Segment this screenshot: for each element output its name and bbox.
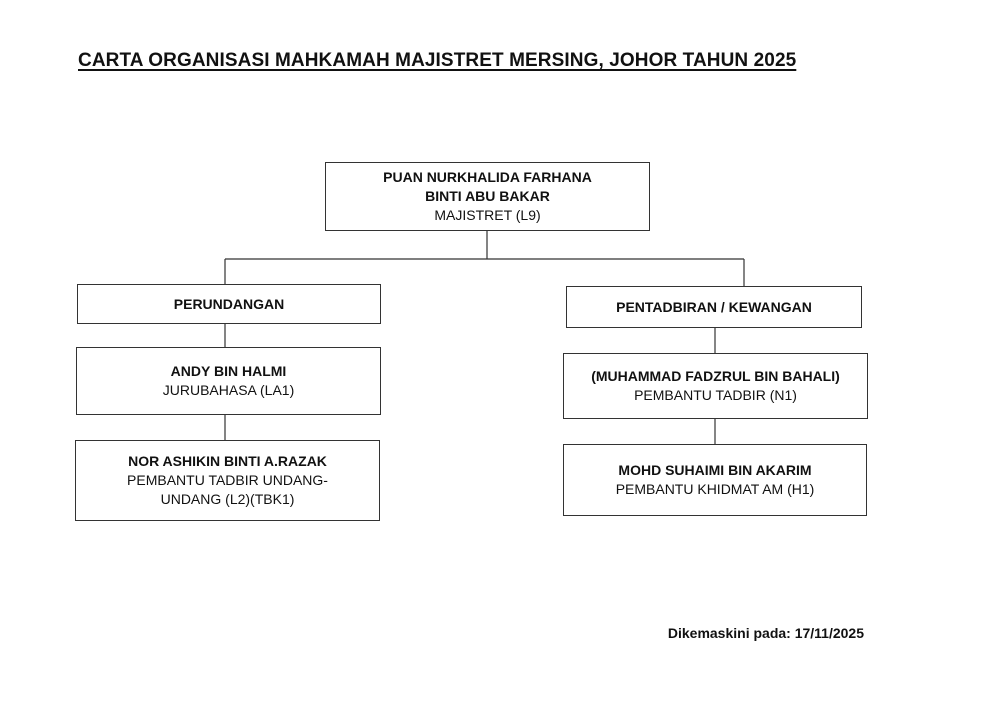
staff-box-left-1 xyxy=(76,347,381,415)
head-name: PUAN NURKHALIDA FARHANA BINTI ABU BAKAR xyxy=(383,169,592,204)
section-label-perundangan: PERUNDANGAN xyxy=(173,295,285,312)
last-updated-text: Dikemaskini pada: 17/11/2025 xyxy=(667,625,864,641)
staff-role: PEMBANTU KHIDMAT AM (H1) xyxy=(615,481,815,497)
staff-role: JURUBAHASA (LA1) xyxy=(162,382,295,398)
section-box-pentadbiran xyxy=(566,286,862,328)
head-box xyxy=(325,162,650,231)
staff-box-right-2 xyxy=(563,444,867,516)
staff-role: PEMBANTU TADBIR UNDANG-UNDANG (L2)(TBK1) xyxy=(127,472,328,507)
head-role: MAJISTRET (L9) xyxy=(434,207,541,223)
staff-box-right-1 xyxy=(563,353,868,419)
section-label-pentadbiran: PENTADBIRAN / KEWANGAN xyxy=(616,298,812,315)
chart-title: CARTA ORGANISASI MAHKAMAH MAJISTRET MERSING, JOHOR TAHUN 2025 xyxy=(78,50,797,71)
staff-name: (MUHAMMAD FADZRUL BIN BAHALI) xyxy=(591,368,840,384)
staff-name: MOHD SUHAIMI BIN AKARIM xyxy=(618,462,812,478)
staff-name: ANDY BIN HALMI xyxy=(170,363,287,379)
section-box-perundangan xyxy=(77,284,381,324)
staff-box-left-2 xyxy=(75,440,380,521)
staff-role: PEMBANTU TADBIR (N1) xyxy=(634,387,797,403)
staff-name: NOR ASHIKIN BINTI A.RAZAK xyxy=(128,453,327,469)
